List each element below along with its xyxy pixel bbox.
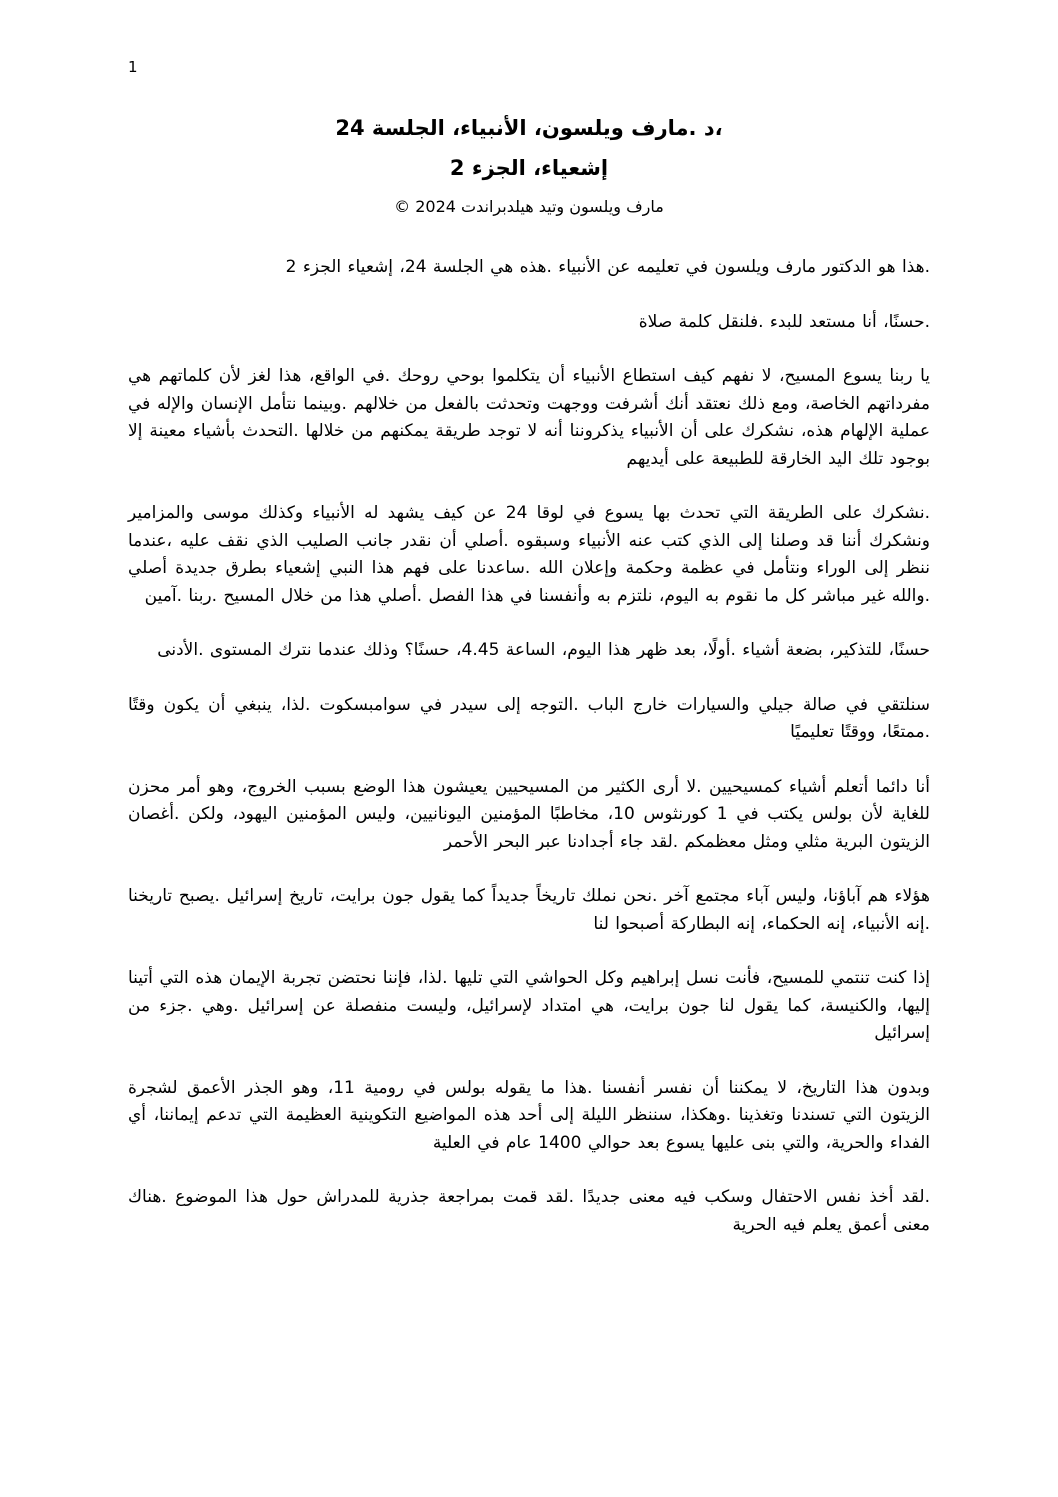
transcript-paragraph: .نشكرك على الطريقة التي تحدث بها يسوع في لوقا 24 عن كيف يشهد له الأنبياء وكذلك موسى والمزامير ونشكرك أننا قد وصلنا إلى الذي كتب عنه الأنبياء وسبقوه .أصلي أن نقدر جانب الصليب الذي نقف عليه ،عندما ننظر إلى الوراء ونتأمل في عظمة وحكمة وإعلان الله .ساعدنا على فهم هذا النبي إشعياء بطرق جديدة أصلي .والله غير مباشر كل ما نقوم به اليوم، نلتزم به وأنفسنا في هذا الفصل .أصلي هذا من خلال المسيح .ربنا .آمين bbox=[128, 503, 930, 606]
transcript-paragraph: أنا دائما أتعلم أشياء كمسيحيين .لا أرى الكثير من المسيحيين يعيشون هذا الوضع بسبب الخروج، وهو أمر محزن للغاية لأن بولس يكتب في 1 كورنثوس 10، مخاطبًا المؤمنين اليونانيين، وليس المؤمنين اليهود، ولكن .أغصان الزيتون البرية مثلي ومثل معظمكم .لقد جاء أجدادنا عبر البحر الأحمر bbox=[128, 776, 930, 852]
transcript-paragraph: سنلتقي في صالة جيلي والسيارات خارج الباب .التوجه إلى سيدر في سوامبسكوت .لذا، ينبغي أن يكون وقتًا .ممتعًا، ووقتًا تعليميًا bbox=[128, 694, 930, 742]
document-header bbox=[128, 108, 930, 220]
transcript-paragraph: إذا كنت تنتمي للمسيح، فأنت نسل إبراهيم وكل الحواشي التي تليها .لذا، فإننا نحتضن تجربة الإيمان هذه التي أتينا إليها، والكنيسة، كما يقول لنا جون برايت، هي امتداد لإسرائيل، وليست منفصلة عن إسرائيل .وهي .جزء من إسرائيل bbox=[128, 968, 930, 1043]
document-title-line-1: ،د .مارف ويلسون، الأنبياء، الجلسة 24 bbox=[335, 116, 723, 140]
document-title-line-2: إشعياء، الجزء 2 bbox=[449, 156, 609, 180]
transcript-paragraph: هؤلاء هم آباؤنا، وليس آباء مجتمع آخر .نحن نملك تاريخاً جديداً كما يقول جون برايت، تاريخ إسرائيل .يصبح تاريخنا .إنه الأنبياء، إنه الحكماء، إنه البطاركة أصبحوا لنا bbox=[128, 886, 930, 934]
transcript-paragraph: حسنًا، للتذكير، بضعة أشياء .أولًا، بعد ظهر هذا اليوم، الساعة 4.45، حسنًا؟ وذلك عندما نترك المستوى .الأدنى bbox=[157, 640, 930, 660]
transcript-paragraph: .لقد أخذ نفس الاحتفال وسكب فيه معنى جديدًا .لقد قمت بمراجعة جذرية للمدراش حول هذا الموضوع .هناك معنى أعمق يعلم فيه الحرية bbox=[128, 1187, 930, 1235]
transcript-paragraph: .هذا هو الدكتور مارف ويلسون في تعليمه عن الأنبياء .هذه هي الجلسة 24، إشعياء الجزء 2 bbox=[285, 257, 930, 277]
copyright-line: مارف ويلسون وتيد هيلدبراندت 2024 © bbox=[394, 197, 664, 216]
transcript-body bbox=[128, 254, 930, 1239]
transcript-paragraph: يا ربنا يسوع المسيح، لا نفهم كيف استطاع الأنبياء أن يتكلموا بوحي روحك .في الواقع، هذا لغز لأن كلماتهم هي مفرداتهم الخاصة، ومع ذلك نعتقد أنك أشرفت ووجهت وتحدثت بالفعل من خلالهم .وبينما نتأمل الإنسان والإله في عملية الإلهام هذه، نشكرك على أن الأنبياء يذكروننا أنه لا توجد طريقة يمكنهم من خلالها .التحدث بأشياء معينة إلا بوجود تلك اليد الخارقة للطبيعة على أيديهم bbox=[128, 366, 930, 469]
transcript-paragraph: وبدون هذا التاريخ، لا يمكننا أن نفسر أنفسنا .هذا ما يقوله بولس في رومية 11، وهو الجذر الأعمق لشجرة الزيتون التي تسندنا وتغذينا .وهكذا، سننظر الليلة إلى أحد هذه المواضيع التكوينية العظيمة التي تدعم إيماننا، أي الفداء والحرية، والتي بنى عليها يسوع بعد حوالي 1400 عام في العلية bbox=[128, 1077, 930, 1153]
page-number: 1 bbox=[128, 58, 138, 76]
transcript-paragraph: .حسنًا، أنا مستعد للبدء .فلنقل كلمة صلاة bbox=[638, 311, 930, 332]
